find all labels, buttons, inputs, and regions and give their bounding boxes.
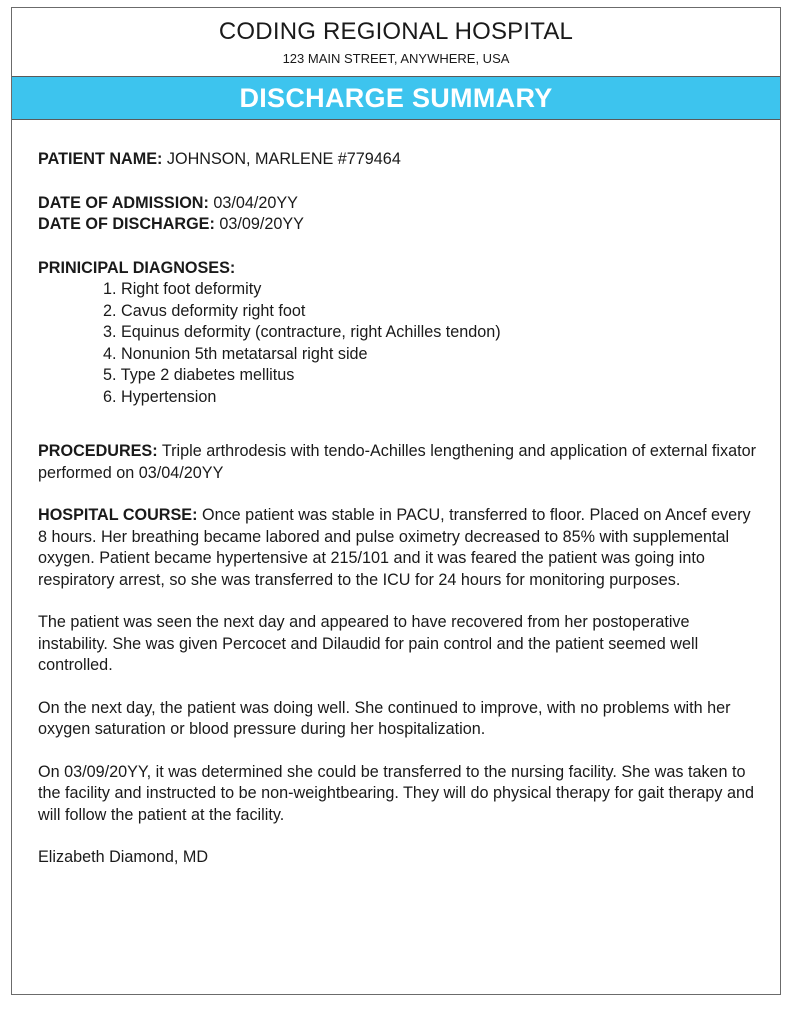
- document-title: DISCHARGE SUMMARY: [12, 76, 780, 120]
- spacer: [38, 408, 758, 441]
- spacer: [38, 484, 758, 505]
- diagnoses-label: PRINICIPAL DIAGNOSES:: [38, 258, 236, 277]
- procedures-section: [38, 441, 758, 484]
- spacer: [38, 677, 758, 698]
- hospital-name: CODING REGIONAL HOSPITAL: [218, 18, 574, 45]
- discharge-date-value: 03/09/20YY: [214, 215, 304, 233]
- patient-name-label: PATIENT NAME:: [38, 150, 163, 168]
- diagnosis-item: 2. Cavus deformity right foot: [103, 301, 306, 320]
- course-paragraph: On the next day, the patient was doing well. She continued to improve, with no problems with her oxygen saturation or blood pressure during her hospitalization.: [38, 698, 731, 738]
- procedures-text: Triple arthrodesis with tendo-Achilles lengthening and application of external fixator performed on 03/04/20YY: [38, 442, 757, 482]
- diagnosis-item: 1. Right foot deformity: [103, 280, 262, 298]
- admission-date-label: DATE OF ADMISSION:: [38, 193, 209, 212]
- hospital-course-text: Once patient was stable in PACU, transferred to floor. Placed on Ancef every 8 hours. Her breathing became labored and pulse oximetry decreased to 85% with supplemental oxygen. Patient became hypertensive at 215/101 and it was feared the patient was going into respiratory arrest, so she was transferred to the ICU for 24 hours for monitoring purposes.: [38, 506, 751, 589]
- spacer: [38, 741, 758, 762]
- admission-date-value: 03/04/20YY: [208, 193, 298, 212]
- course-paragraph: On 03/09/20YY, it was determined she could be transferred to the nursing facility. She was taken to the facility and instructed to be non-weightbearing. They will do physical therapy for gait therapy and will follow the patient at the facility.: [38, 762, 754, 824]
- physician-signature: Elizabeth Diamond, MD: [38, 848, 209, 866]
- discharge-date-line: [38, 214, 758, 236]
- admission-date-line: [38, 193, 758, 215]
- procedures-label: PROCEDURES:: [38, 442, 158, 460]
- discharge-date-label: DATE OF DISCHARGE:: [38, 215, 215, 233]
- hospital-course-section: [38, 505, 758, 591]
- diagnosis-item: 3. Equinus deformity (contracture, right Achilles tendon): [103, 323, 501, 341]
- patient-name-line: [38, 149, 758, 171]
- course-paragraph: The patient was seen the next day and appeared to have recovered from her postoperative instability. She was given Percocet and Dilaudid for pain control and the patient seemed well controlled.: [38, 613, 699, 674]
- patient-name-value: JOHNSON, MARLENE #779464: [162, 150, 401, 168]
- hospital-course-label: HOSPITAL COURSE:: [38, 506, 198, 524]
- diagnoses-list: [38, 279, 758, 408]
- spacer: [38, 826, 758, 847]
- diagnosis-item: 5. Type 2 diabetes mellitus: [103, 366, 295, 384]
- diagnosis-item: 6. Hypertension: [103, 387, 217, 406]
- diagnosis-item: 4. Nonunion 5th metatarsal right side: [103, 344, 368, 363]
- discharge-summary-document: [11, 7, 781, 995]
- spacer: [38, 171, 758, 193]
- spacer: [38, 591, 758, 612]
- spacer: [38, 236, 758, 258]
- document-body: [38, 149, 758, 869]
- hospital-address: 123 MAIN STREET, ANYWHERE, USA: [282, 51, 510, 66]
